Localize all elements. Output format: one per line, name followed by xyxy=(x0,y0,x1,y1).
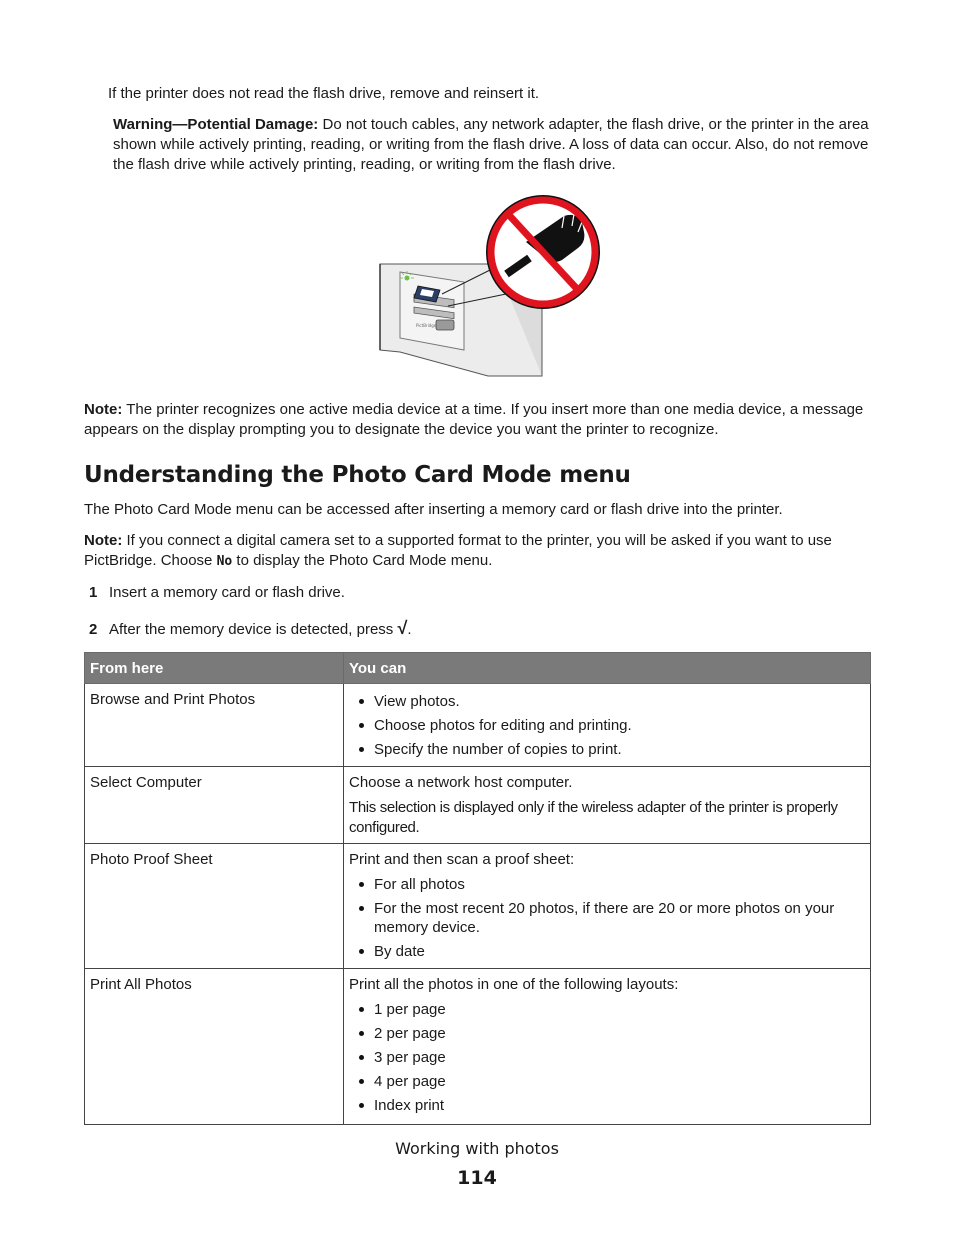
list-item: 2 per page xyxy=(349,1024,865,1043)
row-you-can-cell xyxy=(344,969,871,1125)
list-item: Choose photos for editing and printing. xyxy=(349,716,865,735)
do-not-touch-illustration xyxy=(378,190,604,380)
note-media-device: Note: The printer recognizes one active media device at a time. If you insert more than one media device, a message appears on the display prompting you to designate the device you want the printer to recognize. xyxy=(84,401,864,438)
list-item: For the most recent 20 photos, if there are 20 or more photos on your memory device. xyxy=(349,899,865,937)
footer-chapter-title: Working with photos xyxy=(395,1139,559,1158)
list-item: 3 per page xyxy=(349,1048,865,1067)
row-from-cell: Print All Photos xyxy=(85,969,344,1125)
row-you-can-cell xyxy=(344,844,871,969)
list-item: For all photos xyxy=(349,875,865,894)
section-heading: Understanding the Photo Card Mode menu xyxy=(84,462,631,488)
table-row xyxy=(85,844,871,969)
list-item: 4 per page xyxy=(349,1072,865,1091)
option-list xyxy=(349,1000,865,1115)
list-item: Specify the number of copies to print. xyxy=(349,740,865,759)
step-text: Insert a memory card or flash drive. xyxy=(109,584,345,601)
printer-prohibition-figure xyxy=(378,190,604,380)
cell-extra-text: This selection is displayed only if the wireless adapter of the printer is properly configured. xyxy=(349,799,838,836)
table-row xyxy=(85,969,871,1125)
row-you-can-cell xyxy=(344,684,871,767)
column-header-you-can: You can xyxy=(344,653,871,684)
note-label: Note: xyxy=(84,532,123,549)
list-item: Index print xyxy=(349,1096,865,1115)
page-number: 114 xyxy=(457,1167,497,1189)
cell-lead-text: Print and then scan a proof sheet: xyxy=(349,851,575,868)
checkmark-icon: √ xyxy=(397,618,408,638)
photo-card-mode-table xyxy=(84,652,871,1125)
warning-label: Warning—Potential Damage: xyxy=(113,116,319,133)
section-intro: The Photo Card Mode menu can be accessed after inserting a memory card or flash drive into the printer. xyxy=(84,501,783,518)
cell-lead-text: Choose a network host computer. xyxy=(349,774,573,791)
no-option-code: No xyxy=(216,554,233,569)
step-number: 1 xyxy=(89,584,98,601)
step-text: After the memory device is detected, press xyxy=(109,621,398,638)
option-list xyxy=(349,692,865,759)
note-label: Note: xyxy=(84,401,123,418)
cell-lead-text: Print all the photos in one of the following layouts: xyxy=(349,976,679,993)
list-item: By date xyxy=(349,942,865,961)
svg-text:PictBridge: PictBridge xyxy=(416,323,437,328)
warning-text: Do not touch cables, any network adapter, the flash drive, or the printer in the area shown while actively printing, reading, or writing from the flash drive. A loss of data can occur. Also, do not remove the flash drive while actively printing, reading, or writing from the flash drive. xyxy=(113,116,869,173)
row-you-can-cell xyxy=(344,767,871,844)
column-header-from-here: From here xyxy=(85,653,344,684)
intro-text: If the printer does not read the flash drive, remove and reinsert it. xyxy=(108,85,540,102)
option-list xyxy=(349,875,865,961)
row-from-cell: Photo Proof Sheet xyxy=(85,844,344,969)
note-pictbridge: Note: If you connect a digital camera set to a supported format to the printer, you will be asked if you want to use PictBridge. Choose No to display the Photo Card Mode menu. xyxy=(84,532,832,569)
step-number: 2 xyxy=(89,621,98,638)
table-row xyxy=(85,767,871,844)
list-item: View photos. xyxy=(349,692,865,711)
step-2: 2 After the memory device is detected, press √. xyxy=(89,618,412,638)
warning-block xyxy=(113,115,878,175)
table-row xyxy=(85,684,871,767)
row-from-cell: Browse and Print Photos xyxy=(85,684,344,767)
row-from-cell: Select Computer xyxy=(85,767,344,844)
list-item: 1 per page xyxy=(349,1000,865,1019)
step-1 xyxy=(89,583,345,603)
table-header-row xyxy=(85,653,871,684)
